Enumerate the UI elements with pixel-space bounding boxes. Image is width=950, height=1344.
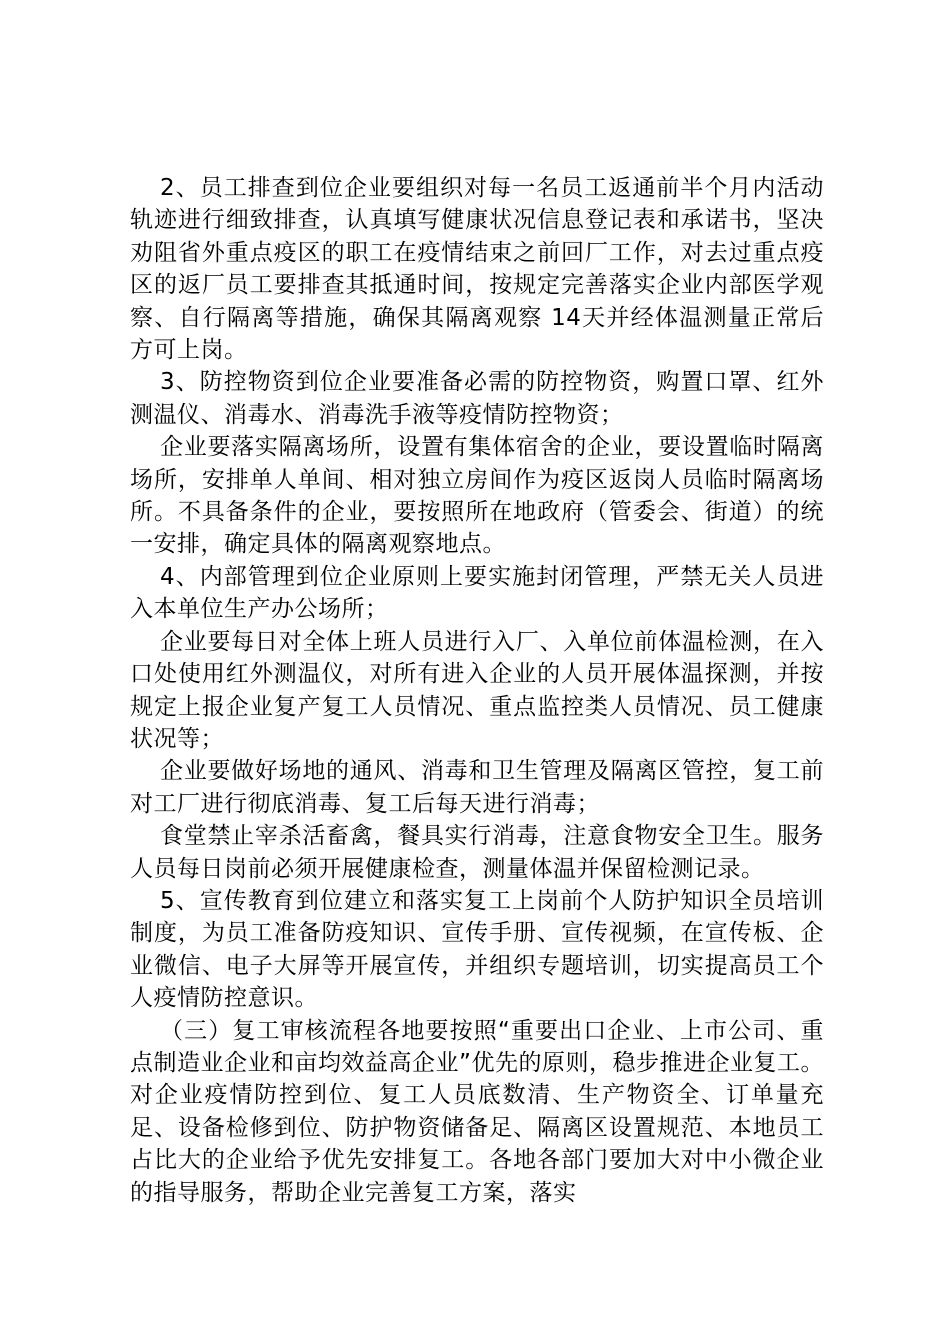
paragraph-internal-management: 4、内部管理到位企业原则上要实施封闭管理，严禁无关人员进入本单位生产办公场所； <box>130 563 824 623</box>
paragraph-employee-screening: 2、员工排查到位企业要组织对每一名员工返通前半个月内活动轨迹进行细致排查，认真填写健康状况信息登记表和承诺书，坚决劝阻省外重点疫区的职工在疫情结束之前回厂工作，对去过重点疫区的返厂员工要排查其抵通时间，按规定完善落实企业内部医学观察、自行隔离等措施，确保其隔离观察 14天并经体温测量正常后方可上岗。 <box>130 175 824 364</box>
paragraph-publicity-education: 5、宣传教育到位建立和落实复工上岗前个人防护知识全员培训制度，为员工准备防疫知识、宣传手册、宣传视频，在宣传板、企业微信、电子大屏等开展宣传，并组织专题培训，切实提高员工个人疫情防控意识。 <box>130 887 824 1012</box>
paragraph-temperature-checks: 企业要每日对全体上班人员进行入厂、入单位前体温检测，在入口处使用红外测温仪，对所有进入企业的人员开展体温探测，并按规定上报企业复产复工人员情况、重点监控类人员情况、员工健康状况等； <box>130 628 824 752</box>
document-body <box>130 172 824 1209</box>
paragraph-isolation-sites: 企业要落实隔离场所，设置有集体宿舍的企业，要设置临时隔离场所，安排单人单间、相对独立房间作为疫区返岗人员临时隔离场所。不具备条件的企业，要按照所在地政府（管委会、街道）的统一安排，确定具体的隔离观察地点。 <box>130 434 824 558</box>
paragraph-resumption-review: （三）复工审核流程各地要按照“重要出口企业、上市公司、重点制造业企业和亩均效益高企业”优先的原则，稳步推进企业复工。对企业疫情防控到位、复工人员底数清、生产物资全、订单量充足、设备检修到位、防护物资储备足、隔离区设置规范、本地员工占比大的企业给予优先安排复工。各地各部门要加大对中小微企业的指导服务，帮助企业完善复工方案，落实 <box>130 1017 824 1206</box>
paragraph-canteen-hygiene: 食堂禁止宰杀活畜禽，餐具实行消毒，注意食物安全卫生。服务人员每日岗前必须开展健康检查，测量体温并保留检测记录。 <box>130 823 824 882</box>
paragraph-prevention-supplies: 3、防控物资到位企业要准备必需的防控物资，购置口罩、红外测温仪、消毒水、消毒洗手液等疫情防控物资； <box>130 369 824 428</box>
paragraph-ventilation-disinfection: 企业要做好场地的通风、消毒和卫生管理及隔离区管控，复工前对工厂进行彻底消毒、复工后每天进行消毒； <box>130 758 824 817</box>
